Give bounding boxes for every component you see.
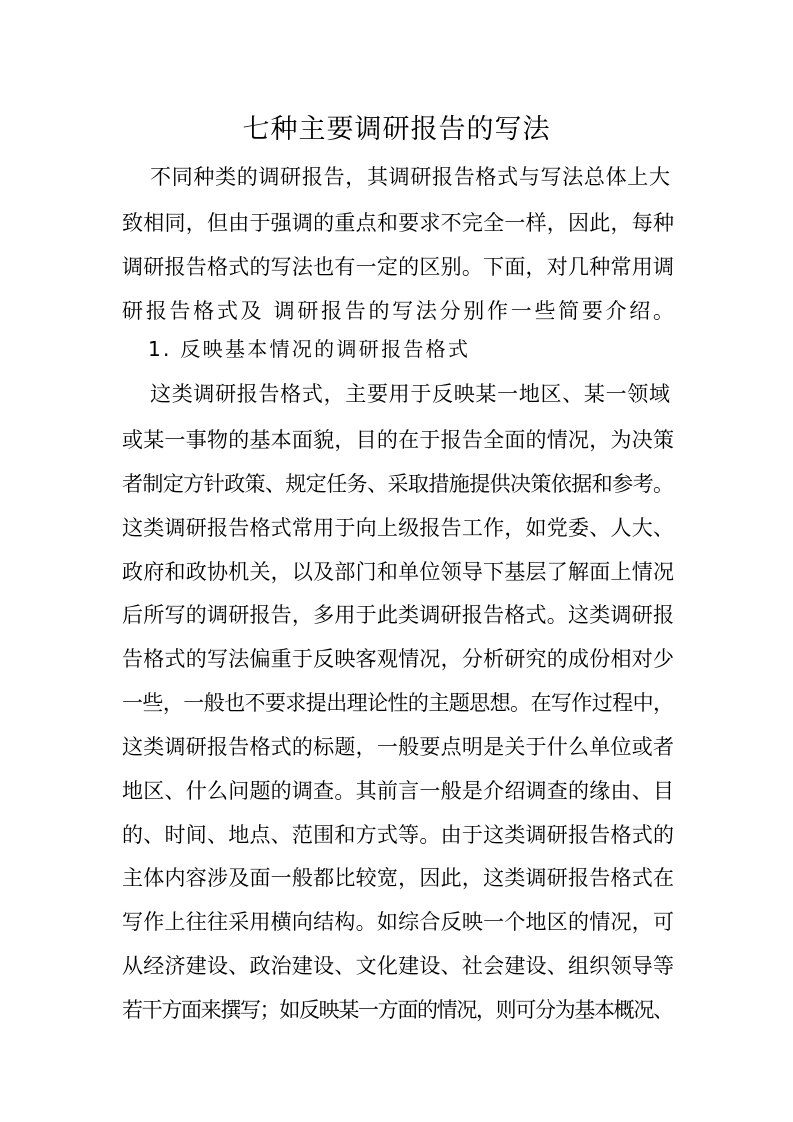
- paragraph-line: 致相同，但由于强调的重点和要求不完全一样，因此，每种: [122, 211, 675, 235]
- paragraph-line: 后所写的调研报告，多用于此类调研报告格式。这类调研报: [122, 603, 675, 627]
- paragraph-line: 从经济建设、政治建设、文化建设、社会建设、组织领导等: [122, 954, 675, 978]
- paragraph-line: 或某一事物的基本面貌，目的在于报告全面的情况，为决策: [122, 428, 675, 452]
- paragraph-line: 调研报告格式的写法也有一定的区别。下面，对几种常用调: [122, 255, 675, 279]
- paragraph-line: 这类调研报告格式的标题，一般要点明是关于什么单位或者: [122, 735, 675, 759]
- paragraph-line: 这类调研报告格式常用于向上级报告工作，如党委、人大、: [122, 516, 675, 540]
- paragraph-line: 地区、什么问题的调查。其前言一般是介绍调查的缘由、目: [122, 779, 675, 803]
- paragraph-line: 主体内容涉及面一般都比较宽，因此，这类调研报告格式在: [122, 866, 675, 890]
- document-title: 七种主要调研报告的写法: [242, 114, 551, 145]
- paragraph-line: 者制定方针政策、规定任务、采取措施提供决策依据和参考。: [122, 472, 674, 496]
- paragraph-line: 这类调研报告格式，主要用于反映某一地区、某一领域: [150, 382, 671, 406]
- paragraph-line: 研报告格式及 调研报告的写法分别作一些简要介绍。: [122, 299, 677, 323]
- paragraph-line: 告格式的写法偏重于反映客观情况，分析研究的成份相对少: [122, 647, 675, 671]
- section-heading: 1. 反映基本情况的调研报告格式: [148, 337, 471, 361]
- paragraph-line: 的、时间、地点、范围和方式等。由于这类调研报告格式的: [122, 823, 675, 847]
- paragraph-line: 不同种类的调研报告，其调研报告格式与写法总体上大: [150, 165, 671, 189]
- paragraph-line: 若干方面来撰写；如反映某一方面的情况，则可分为基本概况、: [122, 998, 673, 1022]
- paragraph-line: 写作上往往采用横向结构。如综合反映一个地区的情况，可: [122, 910, 675, 934]
- paragraph-line: 政府和政协机关，以及部门和单位领导下基层了解面上情况: [122, 560, 675, 584]
- paragraph-line: 一些，一般也不要求提出理论性的主题思想。在写作过程中，: [122, 691, 674, 715]
